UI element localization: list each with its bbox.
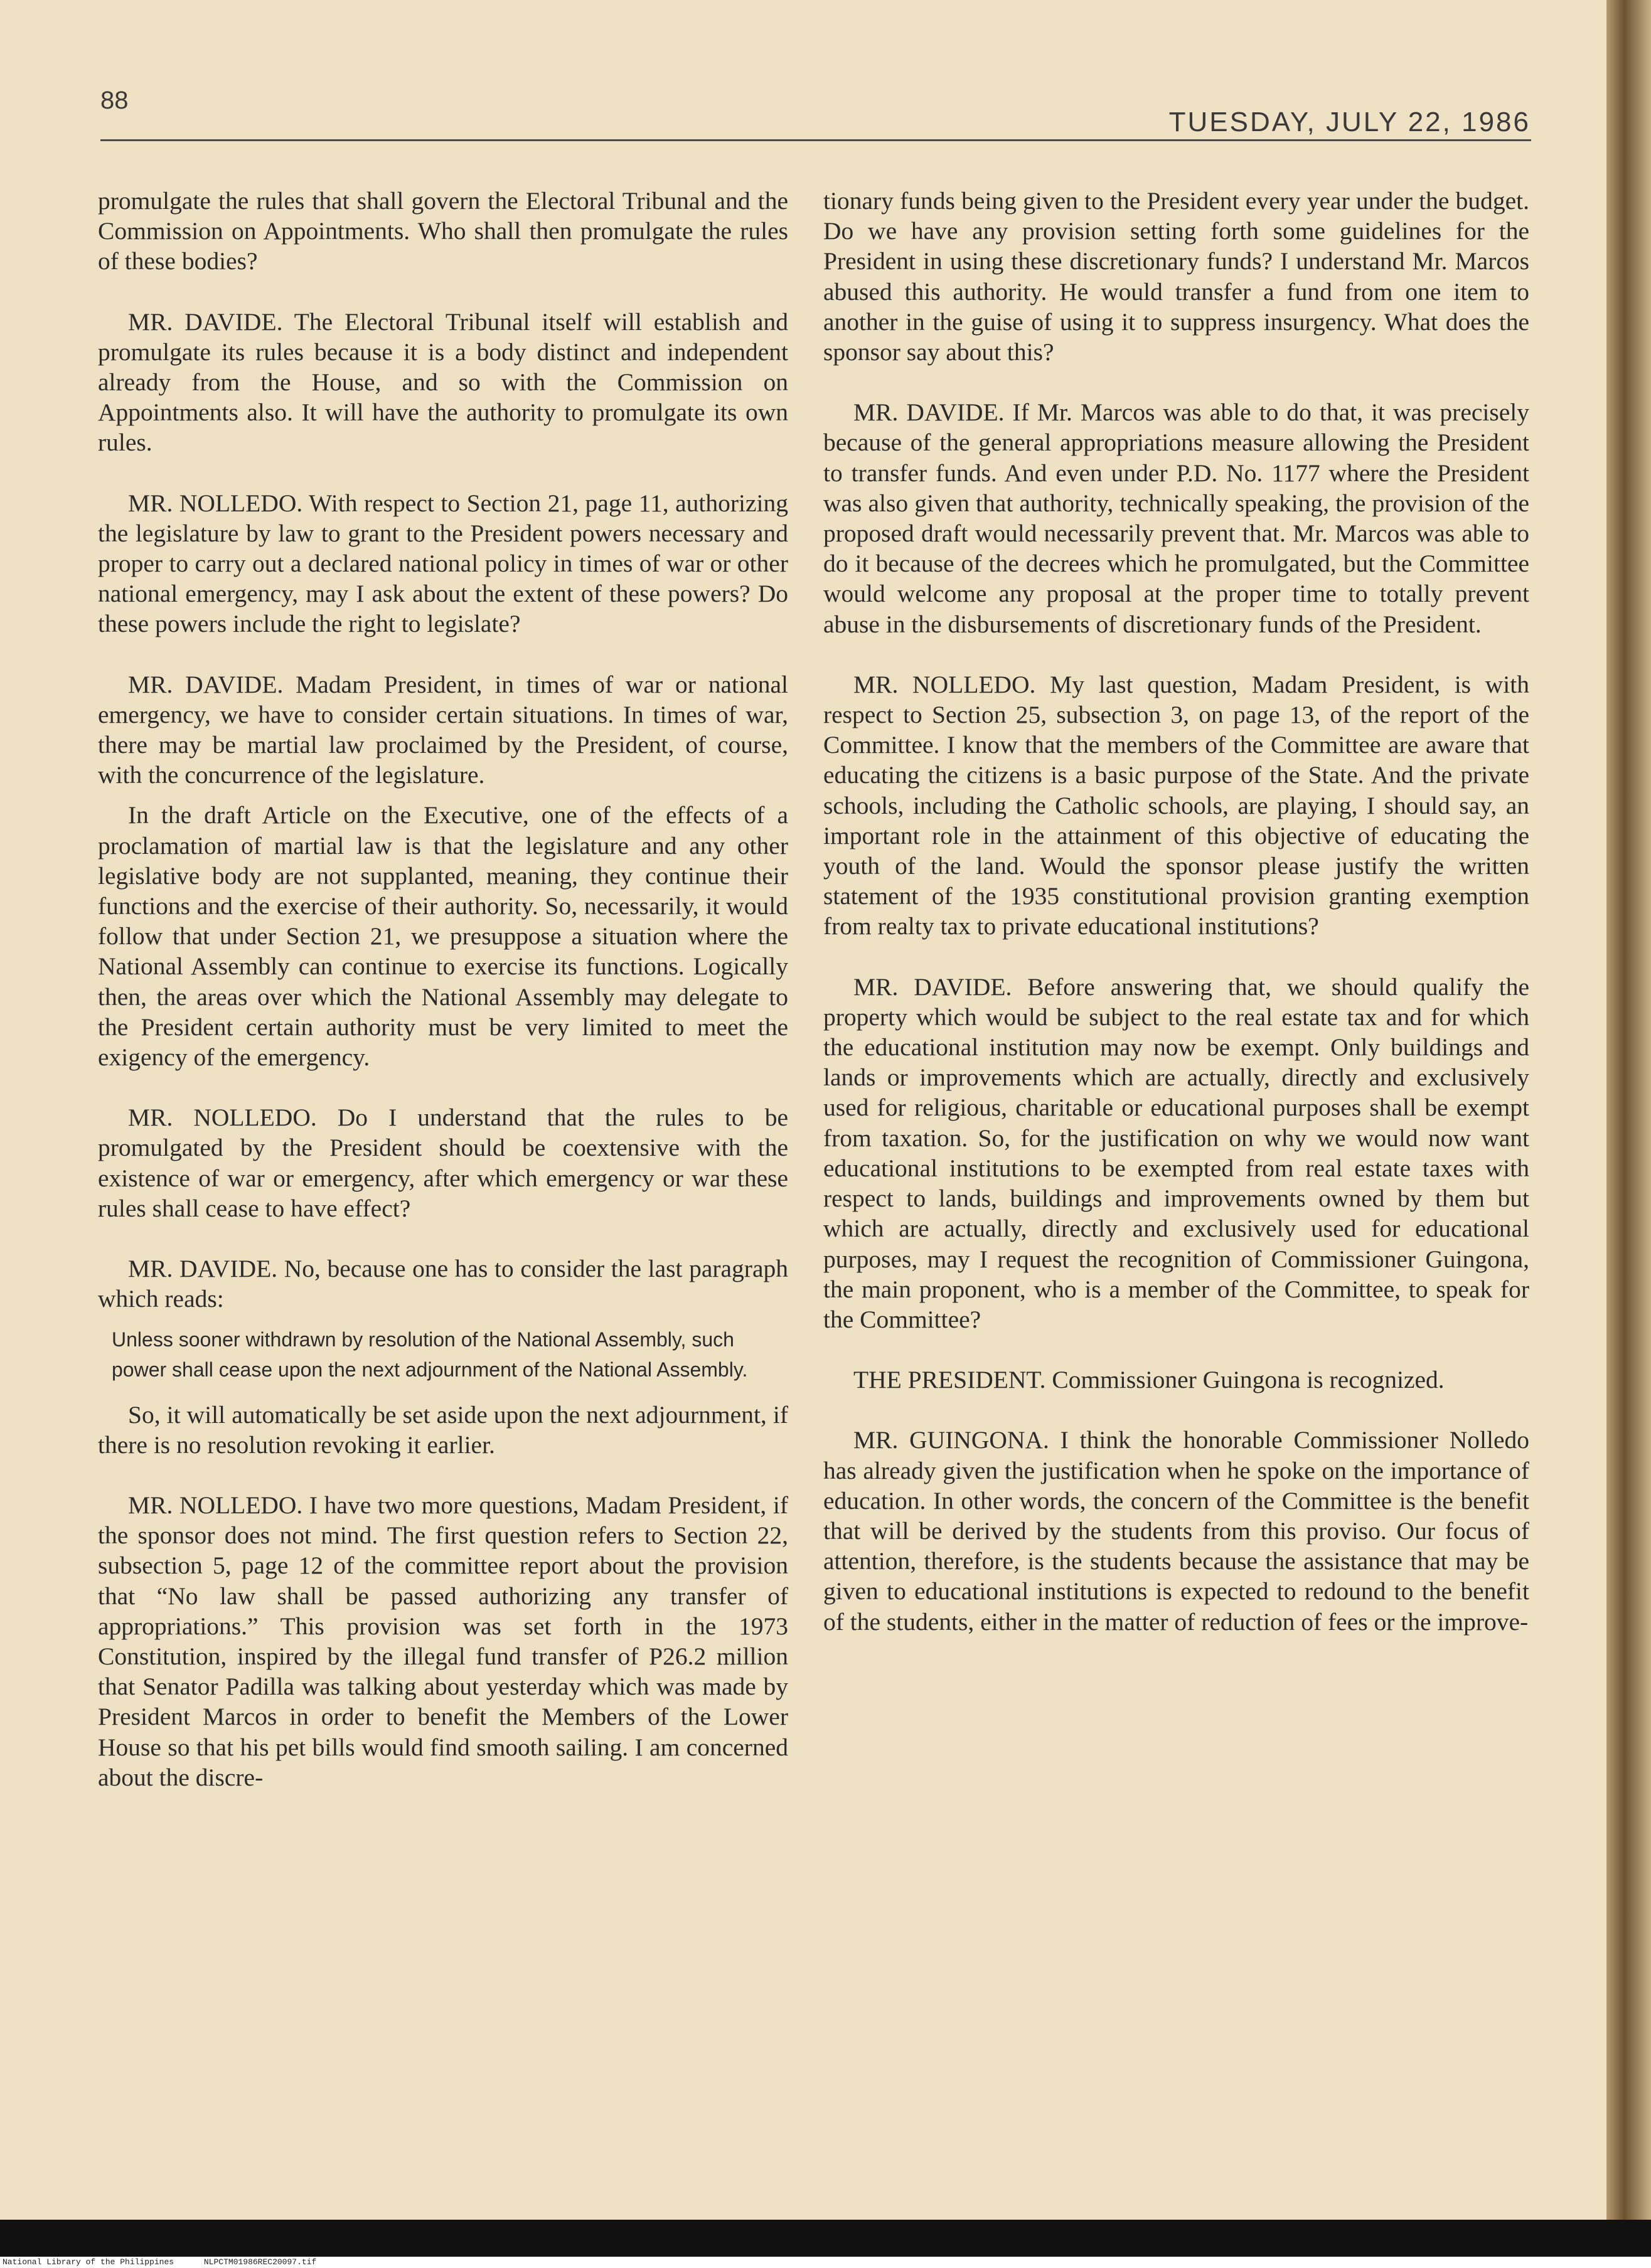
paragraph: MR. NOLLEDO. Do I understand that the rules to be promulgated by the President should be coextensive with the existence of war or emergency, after which emergency or war these rules shall cease to have effect?	[98, 1104, 788, 1222]
paragraph: THE PRESIDENT. Commissioner Guingona is recognized.	[853, 1366, 1445, 1394]
page-number: 88	[100, 87, 129, 114]
paragraph: MR. GUINGONA. I think the honorable Commissioner Nolledo has already given the justification when he spoke on the importance of education. In other words, the concern of the Committee is the benefit that will be derived by the students from this proviso. Our focus of attention, therefore, is the students because the assistance that may be given to educational institutions is expected to redound to the benefit of the students, either in the matter of reduction of fees or the improve-	[823, 1426, 1529, 1636]
block-quote: Unless sooner withdrawn by resolution of the National Assembly, such power shall cease upon the next adjournment of the National Assembly.	[112, 1328, 748, 1381]
library-label: National Library of the Philippines	[3, 2257, 174, 2267]
paragraph: MR. DAVIDE. The Electoral Tribunal itself will establish and promulgate its rules because it is a body distinct and independent already from the House, and so with the Commission on Appointments also. It will have the authority to promulgate its own rules.	[98, 307, 788, 457]
book-spine-edge	[1606, 0, 1651, 2220]
file-name: NLPCTM01986REC20097.tif	[203, 2257, 317, 2267]
header-date: TUESDAY, JULY 22, 1986	[1168, 107, 1531, 137]
scan-footer	[0, 2257, 1651, 2268]
paragraph: So, it will automatically be set aside upon the next adjournment, if there is no resolution revoking it earlier.	[98, 1400, 788, 1459]
paragraph: MR. DAVIDE. No, because one has to consider the last paragraph which reads:	[98, 1255, 788, 1313]
paragraph: MR. DAVIDE. If Mr. Marcos was able to do that, it was precisely because of the general appropriations measure allowing the President to transfer funds. And even under P.D. No. 1177 where the President was also given that authority, technically speaking, the provision of the proposed draft would necessarily prevent that. Mr. Marcos was able to do it because of the decrees which he promulgated, but the Committee would welcome any proposal at the proper time to totally prevent abuse in the disbursements of discretionary funds of the President.	[823, 398, 1529, 638]
paragraph: tionary funds being given to the President every year under the budget. Do we have any provision setting forth some guidelines for the President in using these discretionary funds? I understand Mr. Marcos abused this authority. He would transfer a fund from one item to another in the guise of using it to suppress insurgency. What does the sponsor say about this?	[823, 187, 1529, 366]
paragraph: MR. DAVIDE. Before answering that, we should qualify the property which would be subject to the real estate tax and for which the educational institution may now be exempt. Only buildings and lands or improvements which are actually, directly and exclusively used for religious, charitable or educational purposes shall be exempt from taxation. So, for the justification on why we would now want educational institutions to be exempted from real estate taxes with respect to lands, buildings and improvements owned by them but which are actually, directly and exclusively used for educational purposes, may I request the recognition of Commissioner Guingona, the main proponent, who is a member of the Committee, to speak for the Committee?	[823, 972, 1529, 1333]
paragraph: MR. NOLLEDO. With respect to Section 21, page 11, authorizing the legislature by law to grant to the President powers necessary and proper to carry out a declared national policy in times of war or other national emergency, may I ask about the extent of these powers? Do these powers include the right to legislate?	[98, 489, 788, 638]
header-rule	[100, 139, 1531, 141]
paragraph: MR. NOLLEDO. I have two more questions, Madam President, if the sponsor does not mind. The first question refers to Section 22, subsection 5, page 12 of the committee report about the provision that “No law shall be passed authorizing any transfer of appropriations.” This provision was set forth in the 1973 Constitution, inspired by the illegal fund transfer of P26.2 million that Senator Padilla was talking about yesterday which was made by President Marcos in order to benefit the Members of the Lower House so that his pet bills would find smooth sailing. I am concerned about the discre-	[98, 1491, 788, 1791]
right-column	[823, 186, 1529, 1667]
left-column	[98, 186, 788, 1823]
paragraph: promulgate the rules that shall govern the Electoral Tribunal and the Commission on Appointments. Who shall then promulgate the rules of these bodies?	[98, 187, 788, 275]
scan-bottom-border	[0, 2220, 1651, 2257]
paragraph: MR. DAVIDE. Madam President, in times of war or national emergency, we have to consider certain situations. In times of war, there may be martial law proclaimed by the President, of course, with the concurrence of the legislature.	[98, 670, 788, 789]
paragraph: MR. NOLLEDO. My last question, Madam President, is with respect to Section 25, subsection 3, on page 13, of the report of the Committee. I know that the members of the Committee are aware that educating the citizens is a basic purpose of the State. And the private schools, including the Catholic schools, are playing, I should say, an important role in the attainment of this objective of educating the youth of the land. Would the sponsor please justify the written statement of the 1935 constitutional provision granting exemption from realty tax to private educational institutions?	[823, 670, 1529, 940]
paragraph: In the draft Article on the Executive, one of the effects of a proclamation of martial law is that the legislature and any other legislative body are not supplanted, meaning, they continue their functions and the exercise of their authority. So, necessarily, it would follow that under Section 21, we presuppose a situation where the National Assembly can continue to exercise its functions. Logically then, the areas over which the National Assembly may delegate to the President certain authority must be very limited to meet the exigency of the emergency.	[98, 801, 788, 1072]
